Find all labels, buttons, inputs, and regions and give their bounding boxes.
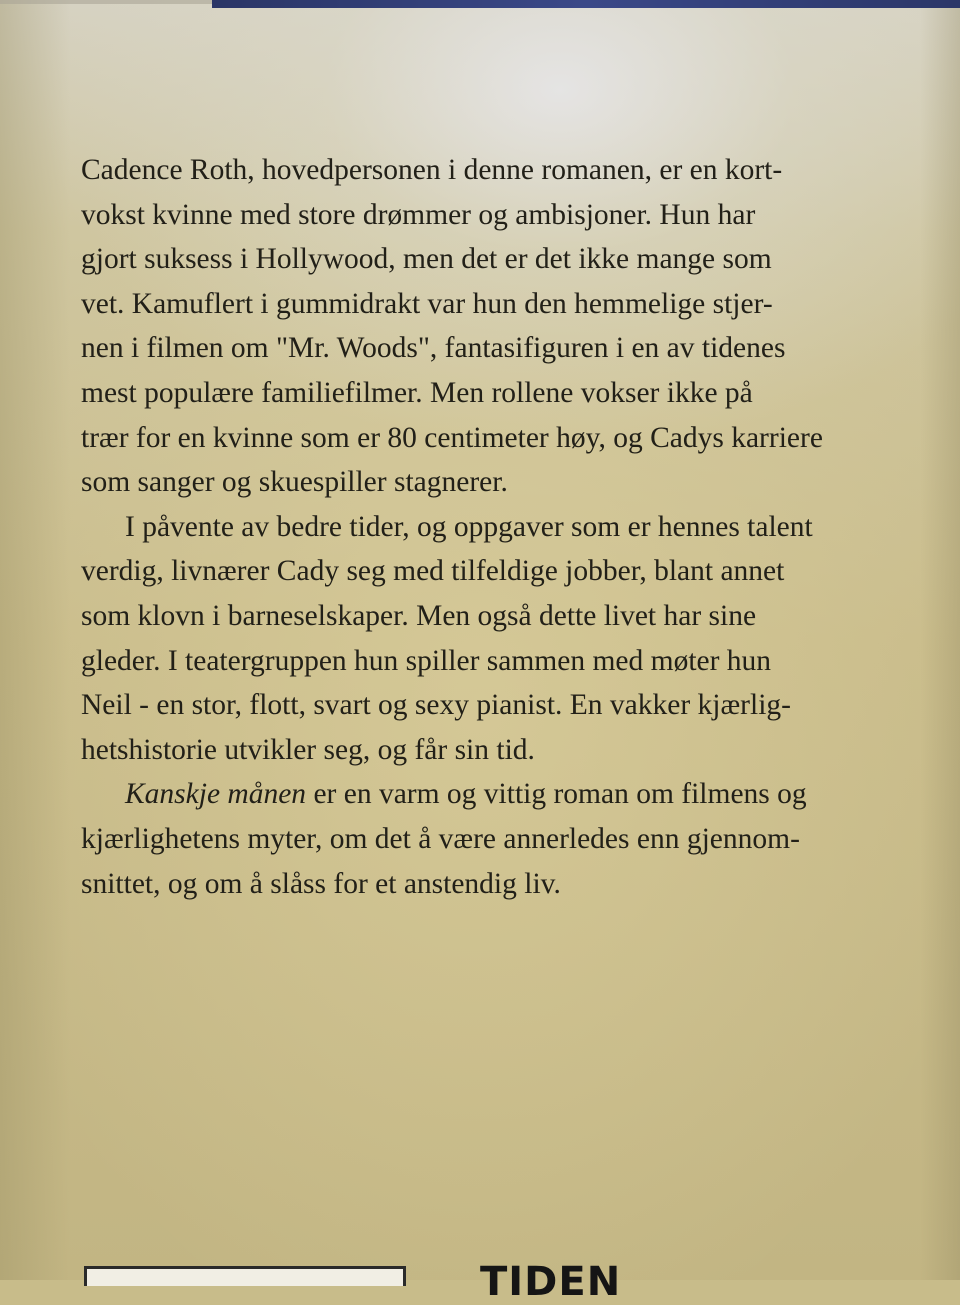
text-line: gjort suksess i Hollywood, men det er det ikke mange som <box>81 243 772 276</box>
text-line: verdig, livnærer Cady seg med tilfeldige jobber, blant annet <box>81 555 785 588</box>
text-line: nen i filmen om "Mr. Woods", fantasifiguren i en av tidenes <box>81 332 786 365</box>
text-line: I påvente av bedre tider, og oppgaver som er hennes talent <box>125 510 813 543</box>
text-line: vet. Kamuflert i gummidrakt var hun den hemmelige stjer- <box>81 287 773 320</box>
text-line: som klovn i barneselskaper. Men også dette livet har sine <box>81 599 757 632</box>
text-line <box>81 772 941 817</box>
cover-shadow-left <box>0 0 70 1280</box>
publisher-logo-text: TIDEN <box>480 1259 622 1305</box>
text-line: Cadence Roth, hovedpersonen i denne romanen, er en kort- <box>81 154 783 186</box>
publisher-logo <box>480 1259 660 1305</box>
text-line: mest populære familiefilmer. Men rollene vokser ikke på <box>81 376 753 409</box>
top-edge-blue-strip <box>212 0 960 8</box>
text-line: som sanger og skuespiller stagnerer. <box>81 466 508 499</box>
text-line-rest: er en varm og vittig roman om filmens og <box>306 778 807 811</box>
blurb-text <box>81 148 941 906</box>
text-line: Neil - en stor, flott, svart og sexy pianist. En vakker kjærlig- <box>81 689 791 722</box>
barcode-box <box>84 1266 406 1286</box>
blurb-paragraph-1 <box>81 148 941 505</box>
top-edge-light <box>0 0 212 4</box>
text-line: kjærlighetens myter, om det å være annerledes enn gjennom- <box>81 822 800 855</box>
text-line: gleder. I teatergruppen hun spiller sammen med møter hun <box>81 644 772 677</box>
text-line: snittet, og om å slåss for et anstendig liv. <box>81 867 561 900</box>
text-line: trær for en kvinne som er 80 centimeter høy, og Cadys karriere <box>81 421 823 454</box>
blurb-paragraph-3 <box>81 772 941 906</box>
blurb-paragraph-2 <box>81 505 941 773</box>
book-title-italic: Kanskje månen <box>125 778 307 811</box>
text-line: hetshistorie utvikler seg, og får sin tid. <box>81 733 535 766</box>
text-line: vokst kvinne med store drømmer og ambisjoner. Hun har <box>81 198 756 231</box>
